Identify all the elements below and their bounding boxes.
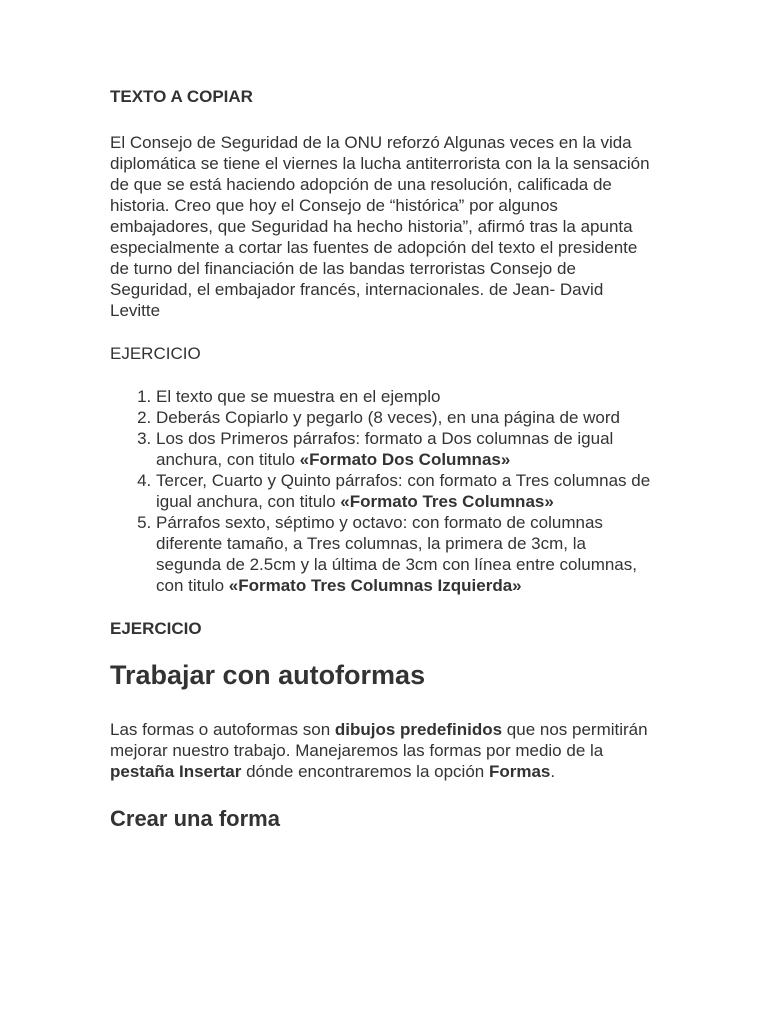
intro-bold-term: dibujos predefinidos (334, 720, 503, 739)
intro-paragraph (110, 719, 655, 782)
intro-bold-term: pestaña Insertar (110, 762, 242, 781)
list-item-text: Deberás Copiarlo y pegarlo (8 veces), en una página de word (156, 408, 620, 427)
heading-ejercicio: EJERCICIO (110, 344, 201, 363)
intro-text: . (550, 762, 556, 781)
heading-texto-a-copiar: TEXTO A COPIAR (110, 87, 253, 106)
list-item-title: «Formato Tres Columnas» (340, 492, 554, 511)
list-item (156, 386, 655, 407)
section-title: Trabajar con autoformas (110, 660, 426, 690)
intro-bold-term: Formas (488, 762, 551, 781)
intro-text: que nos permitirán mejorar nuestro trabajo. Manejaremos las formas por medio de la (110, 720, 648, 760)
list-item (156, 470, 655, 512)
list-item (156, 512, 655, 596)
exercise-steps-list (110, 386, 655, 596)
heading-ejercicio-bold: EJERCICIO (110, 619, 202, 638)
list-item-title: «Formato Dos Columnas» (299, 450, 511, 469)
list-item-text: El texto que se muestra en el ejemplo (156, 387, 441, 406)
list-item-text: Tercer, Cuarto y Quinto párrafos: con formato a Tres columnas de igual anchura, con titulo (156, 471, 651, 511)
list-item-text: Párrafos sexto, séptimo y octavo: con formato de columnas diferente tamaño, a Tres columnas, la primera de 3cm, la segunda de 2.5cm y la última de 3cm con línea entre columnas, con titulo (156, 513, 637, 595)
paragraph-texto-copiar: El Consejo de Seguridad de la ONU reforzó Algunas veces en la vida diplomática se tiene el viernes la lucha antiterrorista con la la sensación de que se está haciendo adopción de una resolución, calificada de historia. Creo que hoy el Consejo de “histórica” por algunos embajadores, que Seguridad ha hecho historia”, afirmó tras la apunta especialmente a cortar las fuentes de adopción del texto el presidente de turno del financiación de las bandas terroristas Consejo de Seguridad, el embajador francés, internacionales. de Jean- David Levitte (110, 133, 650, 320)
document-page (110, 86, 655, 832)
list-item-title: «Formato Tres Columnas Izquierda» (228, 576, 522, 595)
intro-text: dónde encontraremos la opción (241, 762, 489, 781)
intro-text: Las formas o autoformas son (110, 720, 335, 739)
list-item (156, 428, 655, 470)
list-item (156, 407, 655, 428)
subsection-title: Crear una forma (110, 806, 280, 831)
list-item-text: Los dos Primeros párrafos: formato a Dos columnas de igual anchura, con titulo (156, 429, 614, 469)
